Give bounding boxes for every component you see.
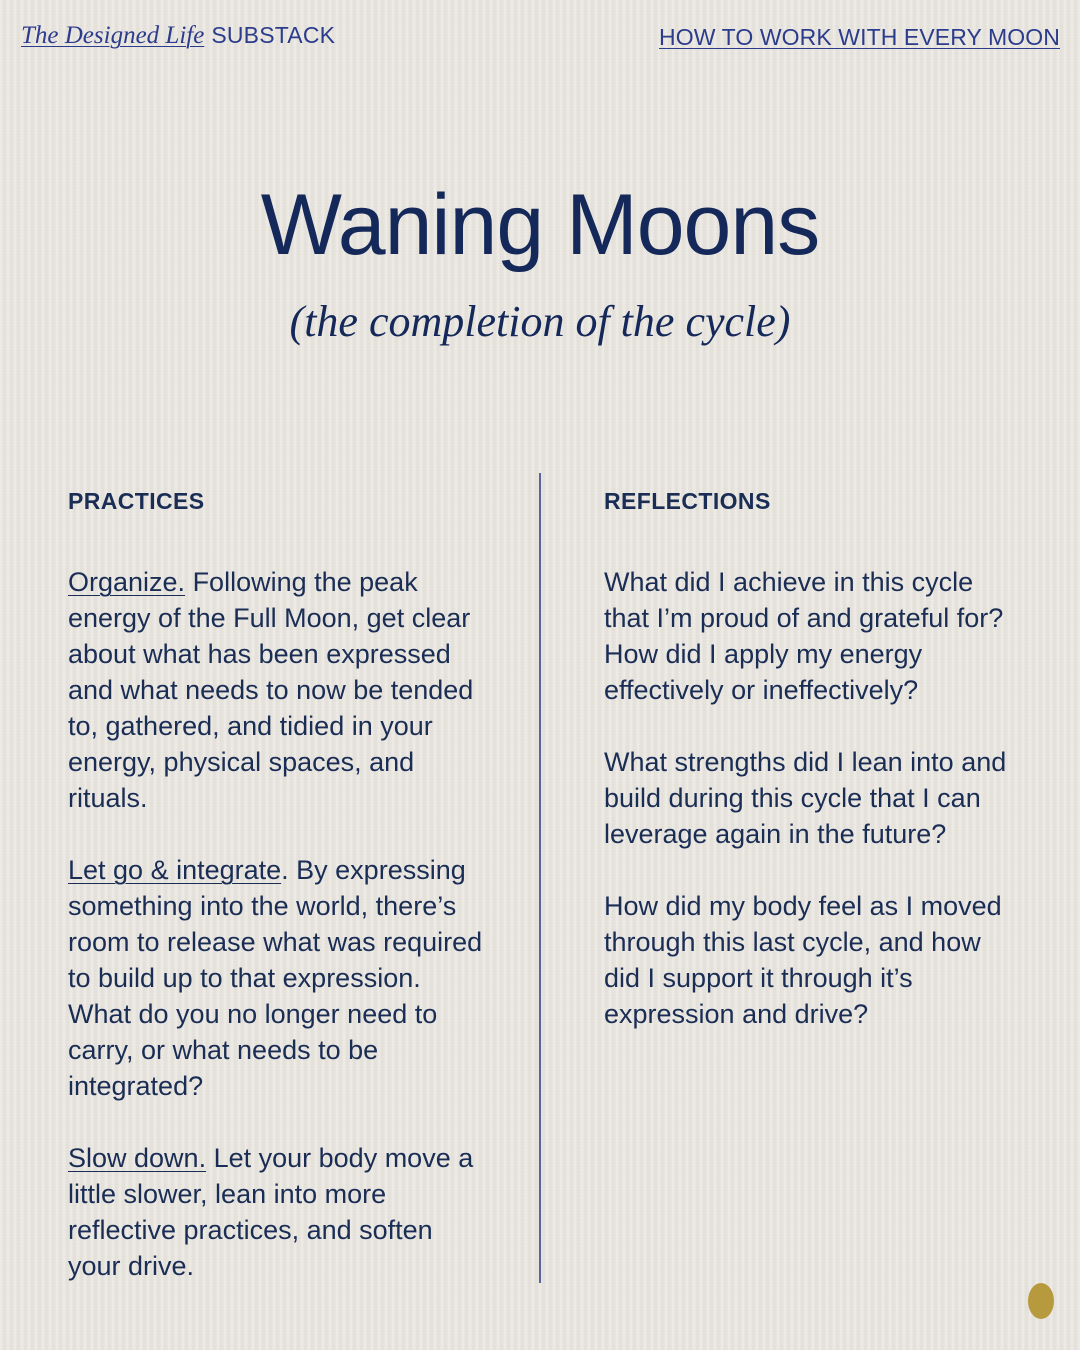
practice-lead: Organize. (68, 567, 186, 597)
reflections-heading: REFLECTIONS (604, 488, 771, 514)
practice-text: . By expressing something into the world, there’s room to release what was required to build up to that expression. What do you no longer need to carry, or what needs to be integrated? (68, 855, 483, 1101)
practice-lead: Slow down. (68, 1143, 207, 1173)
reflection-item: What strengths did I lean into and build during this cycle that I can leverage again in the future? (604, 747, 1007, 849)
brand-link[interactable]: The Designed Life (21, 22, 205, 49)
practice-text: Following the peak energy of the Full Moon, get clear about what has been expressed and what needs to now be tended to, gathered, and tidied in your energy, physical spaces, and rituals. (68, 567, 474, 813)
brand-suffix: SUBSTACK (211, 22, 336, 48)
practice-item (68, 564, 488, 816)
practice-lead: Let go & integrate (68, 855, 282, 885)
header-brand (21, 22, 335, 56)
page-subtitle: (the completion of the cycle) (289, 297, 791, 346)
practice-text: Let your body move a little slower, lean into more reflective practices, and soften your drive. (68, 1143, 474, 1281)
column-divider (539, 473, 541, 1283)
reflections-column (604, 486, 1024, 1068)
practice-item (68, 852, 488, 1104)
practices-heading: PRACTICES (68, 488, 205, 514)
reflection-item: How did my body feel as I moved through this last cycle, and how did I support it through it’s expression and drive? (604, 891, 1002, 1029)
moon-icon (1028, 1283, 1054, 1319)
page-title: Waning Moons (260, 177, 820, 273)
practices-column (68, 486, 488, 1320)
practice-item (68, 1140, 488, 1284)
reflection-item: What did I achieve in this cycle that I’m proud of and grateful for? How did I apply my energy effectively or ineffectively? (604, 567, 1004, 705)
series-link[interactable]: HOW TO WORK WITH EVERY MOON (659, 24, 1060, 50)
